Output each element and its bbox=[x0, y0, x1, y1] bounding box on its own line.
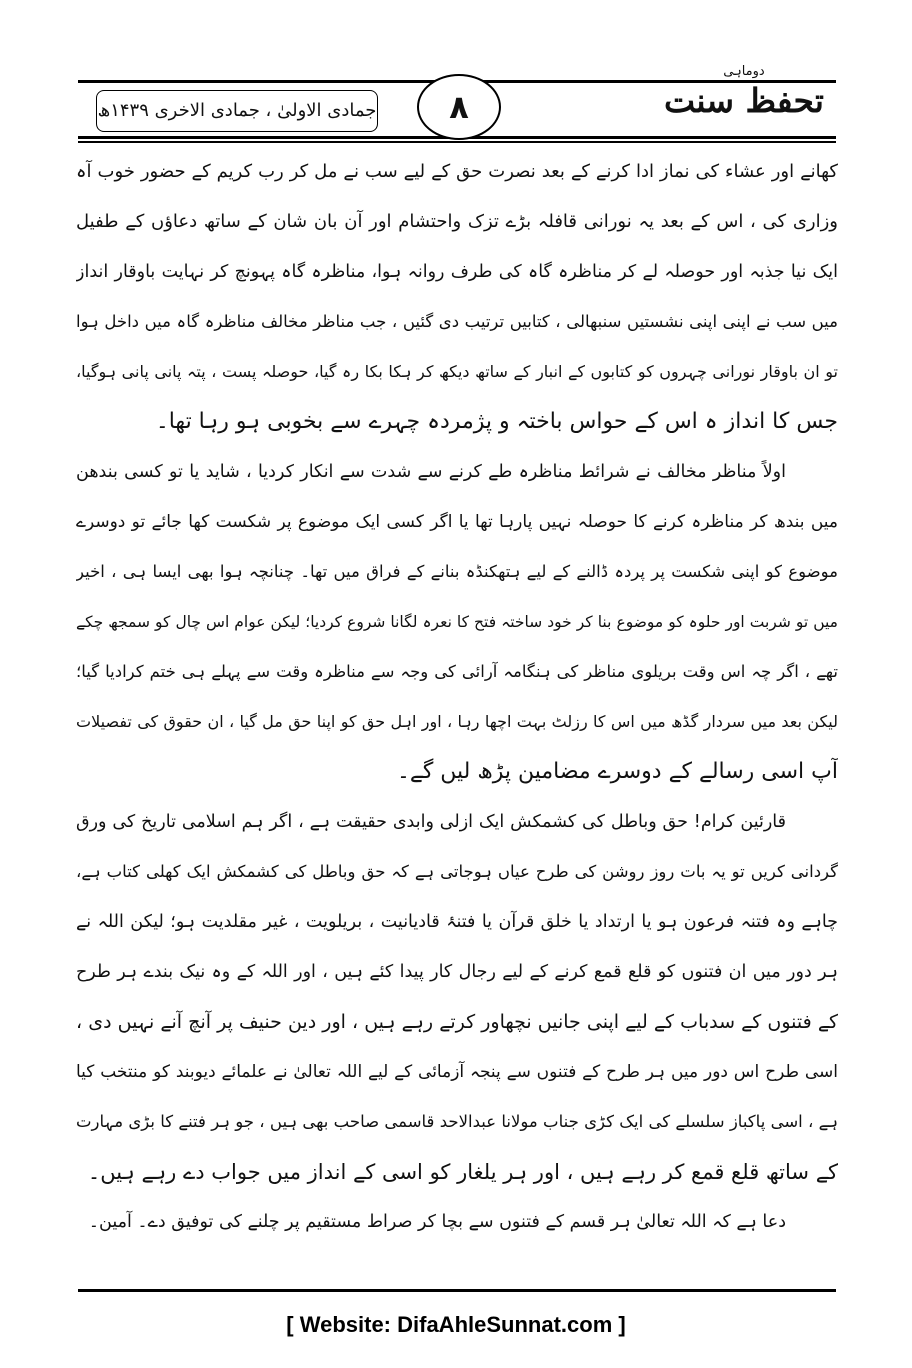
text-line: دعا ہے کہ اللہ تعالیٰ ہر قسم کے فتنوں سے بچا کر صراط مستقیم پر چلنے کی توفیق دے۔ آمین۔ bbox=[88, 1212, 786, 1232]
text-line: تو ان باوقار نورانی چہروں کو کتابوں کے انبار کے ساتھ دیکھ کر ہکا بکا رہ گیا، حوصلہ پست ، پتہ پانی پانی ہوگیا، bbox=[76, 362, 838, 381]
masthead-logo bbox=[658, 62, 830, 136]
issue-date: جمادی الاولیٰ ، جمادی الاخری ۱۴۳۹ھ bbox=[97, 100, 377, 121]
text-line: اولاً مناظر مخالف نے شرائط مناظرہ طے کرنے سے شدت سے انکار کردیا ، شاید یا تو کسی بندھن bbox=[76, 462, 786, 482]
text-line: چاہے وہ فتنہ فرعون ہو یا ارتداد یا خلق قرآن یا فتنۂ قادیانیت ، بریلویت ، غیر مقلدیت ہو؛ لیکن اللہ نے bbox=[76, 912, 838, 932]
text-line: تھے ، اگر چہ اس وقت بریلوی مناظر کی ہنگامہ آرائی کی وجہ سے مناظرہ وقت سے پہلے ہی ختم کرادیا گیا؛ bbox=[76, 662, 838, 681]
text-line: میں سب نے اپنی اپنی نشستیں سنبھالی ، کتابیں ترتیب دی گئیں ، جب مناظر مخالف مناظرہ گاہ میں داخل ہوا bbox=[76, 312, 838, 331]
text-line: ہے ، اسی پاکباز سلسلے کی ایک کڑی جناب مولانا عبدالاحد قاسمی صاحب بھی ہیں ، جو ہر فتنے کا بڑی مہارت bbox=[76, 1112, 838, 1131]
paragraph bbox=[76, 448, 838, 798]
issue-date-box bbox=[96, 90, 378, 132]
text-line: کے ساتھ قلع قمع کر رہے ہیں ، اور ہر یلغار کو اسی کے انداز میں جواب دے رہے ہیں۔ bbox=[87, 1160, 838, 1184]
footer-rule bbox=[78, 1289, 836, 1292]
text-line: میں تو شربت اور حلوہ کو موضوع بنا کر خود ساختہ فتح کا نعرہ لگانا شروع کردیا؛ لیکن عوام اس چال کو سمجھ چکے bbox=[76, 613, 838, 631]
text-line: لیکن بعد میں سردار گڈھ میں اس کا رزلٹ بہت اچھا رہا ، اور اہل حق کو اپنا حق مل گیا ، ان حقوق کی تفصیلات bbox=[76, 712, 838, 731]
page-number-badge bbox=[417, 74, 501, 140]
text-line: ہر دور میں ان فتنوں کو قلع قمع کرنے کے لیے رجال کار پیدا کئے ہیں ، اور اللہ کے وہ نیک بندے ہر طرح bbox=[76, 962, 838, 982]
website-footer: [ Website: DifaAhleSunnat.com ] bbox=[286, 1312, 626, 1337]
text-line: موضوع کو اپنی شکست پر پردہ ڈالنے کے لیے ہتھکنڈہ بنانے کے فراق میں تھا۔ چنانچہ ہوا بھی ایسا ہی ، اخیر bbox=[76, 562, 838, 581]
paragraph bbox=[76, 1198, 838, 1248]
masthead-title: تحفظ سنت bbox=[663, 81, 824, 120]
page-number: ۸ bbox=[449, 88, 469, 126]
article-body bbox=[76, 148, 838, 1248]
text-line: وزاری کی ، اس کے بعد یہ نورانی قافلہ بڑے تزک واحتشام اور آن بان شان کے ساتھ دعاؤں کے طفیل bbox=[76, 211, 838, 232]
text-line: قارئین کرام! حق وباطل کی کشمکش ایک ازلی وابدی حقیقت ہے ، اگر ہم اسلامی تاریخ کی ورق bbox=[76, 812, 786, 832]
text-line: جس کا انداز ہ اس کے حواس باختہ و پژمردہ چہرے سے بخوبی ہو رہا تھا۔ bbox=[155, 409, 838, 434]
text-line: اسی طرح اس دور میں ہر طرح کے فتنوں سے پنجہ آزمائی کے لیے اللہ تعالیٰ نے علمائے دیوبند کو منتخب کیا bbox=[76, 1062, 838, 1082]
text-line: ایک نیا جذبہ اور حوصلہ لے کر مناظرہ گاہ کی طرف روانہ ہوا، مناظرہ گاہ پہونچ کر نہایت باوقار انداز bbox=[76, 262, 838, 282]
text-line: گردانی کریں تو یہ بات روز روشن کی طرح عیاں ہوجاتی ہے کہ حق وباطل کی کشمکش ایک کھلی کتاب ہے، bbox=[76, 862, 838, 881]
paragraph bbox=[76, 798, 838, 1198]
masthead-subtitle: دوماہی bbox=[723, 64, 765, 79]
header-bottom-thin-rule bbox=[78, 141, 836, 143]
page-header bbox=[78, 62, 836, 142]
text-line: کے فتنوں کے سدباب کے لیے اپنی جانیں نچھاور کرتے رہے ہیں ، اور دین حنیف پر آنچ آنے نہیں دی ، bbox=[76, 1011, 838, 1033]
paragraph bbox=[76, 148, 838, 448]
text-line: آپ اسی رسالے کے دوسرے مضامین پڑھ لیں گے۔ bbox=[397, 759, 838, 784]
text-line: کھانے اور عشاء کی نماز ادا کرنے کے بعد نصرت حق کے لیے سب نے مل کر رب کریم کے حضور خوب آہ bbox=[76, 161, 838, 182]
text-line: میں بندھ کر مناظرہ کرنے کا حوصلہ نہیں پارہا تھا یا اگر کسی ایک موضوع پر شکست کھا جائے تو دوسرے bbox=[76, 512, 838, 532]
